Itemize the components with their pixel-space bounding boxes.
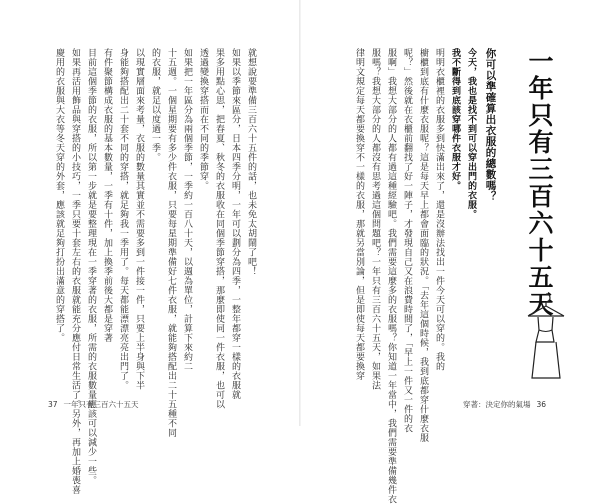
right-body-line-3: 呢？」然後就在衣櫃前翻找了好一陣子，才發現自己又在浪費時間了，「早上一件又一件的衣 bbox=[402, 48, 412, 433]
left-body-line-11: 目前這個季節的衣服，所以第一步就是要整理現在一季穿著的衣服，所需的衣服數量應該可以減少一些。 bbox=[86, 48, 96, 485]
chapter-title: 一年只有三百六十五天 bbox=[525, 48, 554, 318]
left-body-line-9: 身能夠搭配出二十套不同的穿搭，就足夠我一季用了。每天都能漂漂亮亮出門了。 bbox=[118, 48, 128, 390]
left-body-line-7: 的衣服，就足以度過一季。 bbox=[150, 48, 160, 162]
left-footer-page-number: 37 bbox=[48, 400, 58, 409]
right-footer-section: 穿著：決定你的氣場 bbox=[462, 400, 531, 409]
left-body-line-13: 慶用的衣服與大衣等冬天穿的外套，應該就足夠打扮出滿意的穿搭了。 bbox=[54, 48, 64, 343]
left-body-line-4: 透過變換穿搭而在不同的季節穿。 bbox=[198, 48, 208, 191]
right-body-line-5: 服嗎？我想大部分的人都沒有思考過這個問題吧？一年只有三百六十五天，如果法 bbox=[370, 48, 380, 390]
section-question: 你可以準確算出衣服的總數嗎？ bbox=[484, 48, 497, 202]
right-body-line-6: 律明文規定每天都要換穿不一樣的衣服，那就另當別論，但是即使每天都要換穿 bbox=[354, 48, 364, 381]
left-footer-section: 一年只有三百六十五天 bbox=[63, 400, 139, 409]
right-body-line-2: 櫥櫃到底有什麼衣服呢？這是每天早上都會面臨的狀況。「去年這個時候，我到底都穿什麼衣服 bbox=[418, 48, 428, 443]
left-body-line-2: 如果以季節來區分，日本四季分明，一年可以劃分為四季，一整年都穿一樣的衣服就 bbox=[230, 48, 240, 400]
page-gutter bbox=[299, 0, 301, 426]
right-body-line-4: 服啊」我想大部分的人都有過這種經驗吧。我們需要這麼多的衣服嗎？你知道一年當中，我們需要準備幾件衣 bbox=[386, 48, 396, 504]
intro-bold-line: 今天，我也是找不到可以穿出門的衣服。 bbox=[466, 48, 476, 219]
left-body-line-1: 就想說要準備三百六十五件的話，也未免太胡鬧了吧！ bbox=[246, 48, 256, 276]
left-body-line-6: 十五週。一個星期要有多少件衣服，只要每星期準備好七件衣服，就能夠搭配出二十五種不同 bbox=[166, 48, 176, 438]
left-body-line-8: 以現實層面來考量，衣服的數量其實並不需要多到一件接一件，只要上半身與下半 bbox=[134, 48, 144, 390]
right-footer-page-number: 36 bbox=[536, 400, 546, 409]
left-body-line-12: 如果再活用飾品與穿搭的小技巧，一季只要十套左右的衣服就能充分應付日常生活了。另外，再加上婚喪喜 bbox=[70, 48, 80, 495]
right-page-footer bbox=[463, 399, 552, 410]
bold-question-line: 我不斷得到底該穿哪件衣服才好。 bbox=[450, 48, 460, 191]
right-body-line-1: 明明衣櫃裡的衣服多到快滿出來了，還是沒辦法找出一件今天可以穿的。我的 bbox=[434, 48, 444, 371]
left-body-line-5: 如果把一年區分為兩個季節，一季約一百八十天，以週為單位，計算下來約二 bbox=[182, 48, 192, 371]
left-page-footer bbox=[48, 399, 145, 410]
left-body-line-10: 有件聚節構成衣服的基本數量，一季有十件，加上換季前後大都是穿著 bbox=[102, 48, 112, 343]
dress-on-hanger-icon bbox=[506, 290, 586, 386]
left-body-line-3: 果多用點心思，把春夏、秋冬的衣服收在同個季節穿搭，那麼即使同一件衣服，也可以 bbox=[214, 48, 224, 409]
